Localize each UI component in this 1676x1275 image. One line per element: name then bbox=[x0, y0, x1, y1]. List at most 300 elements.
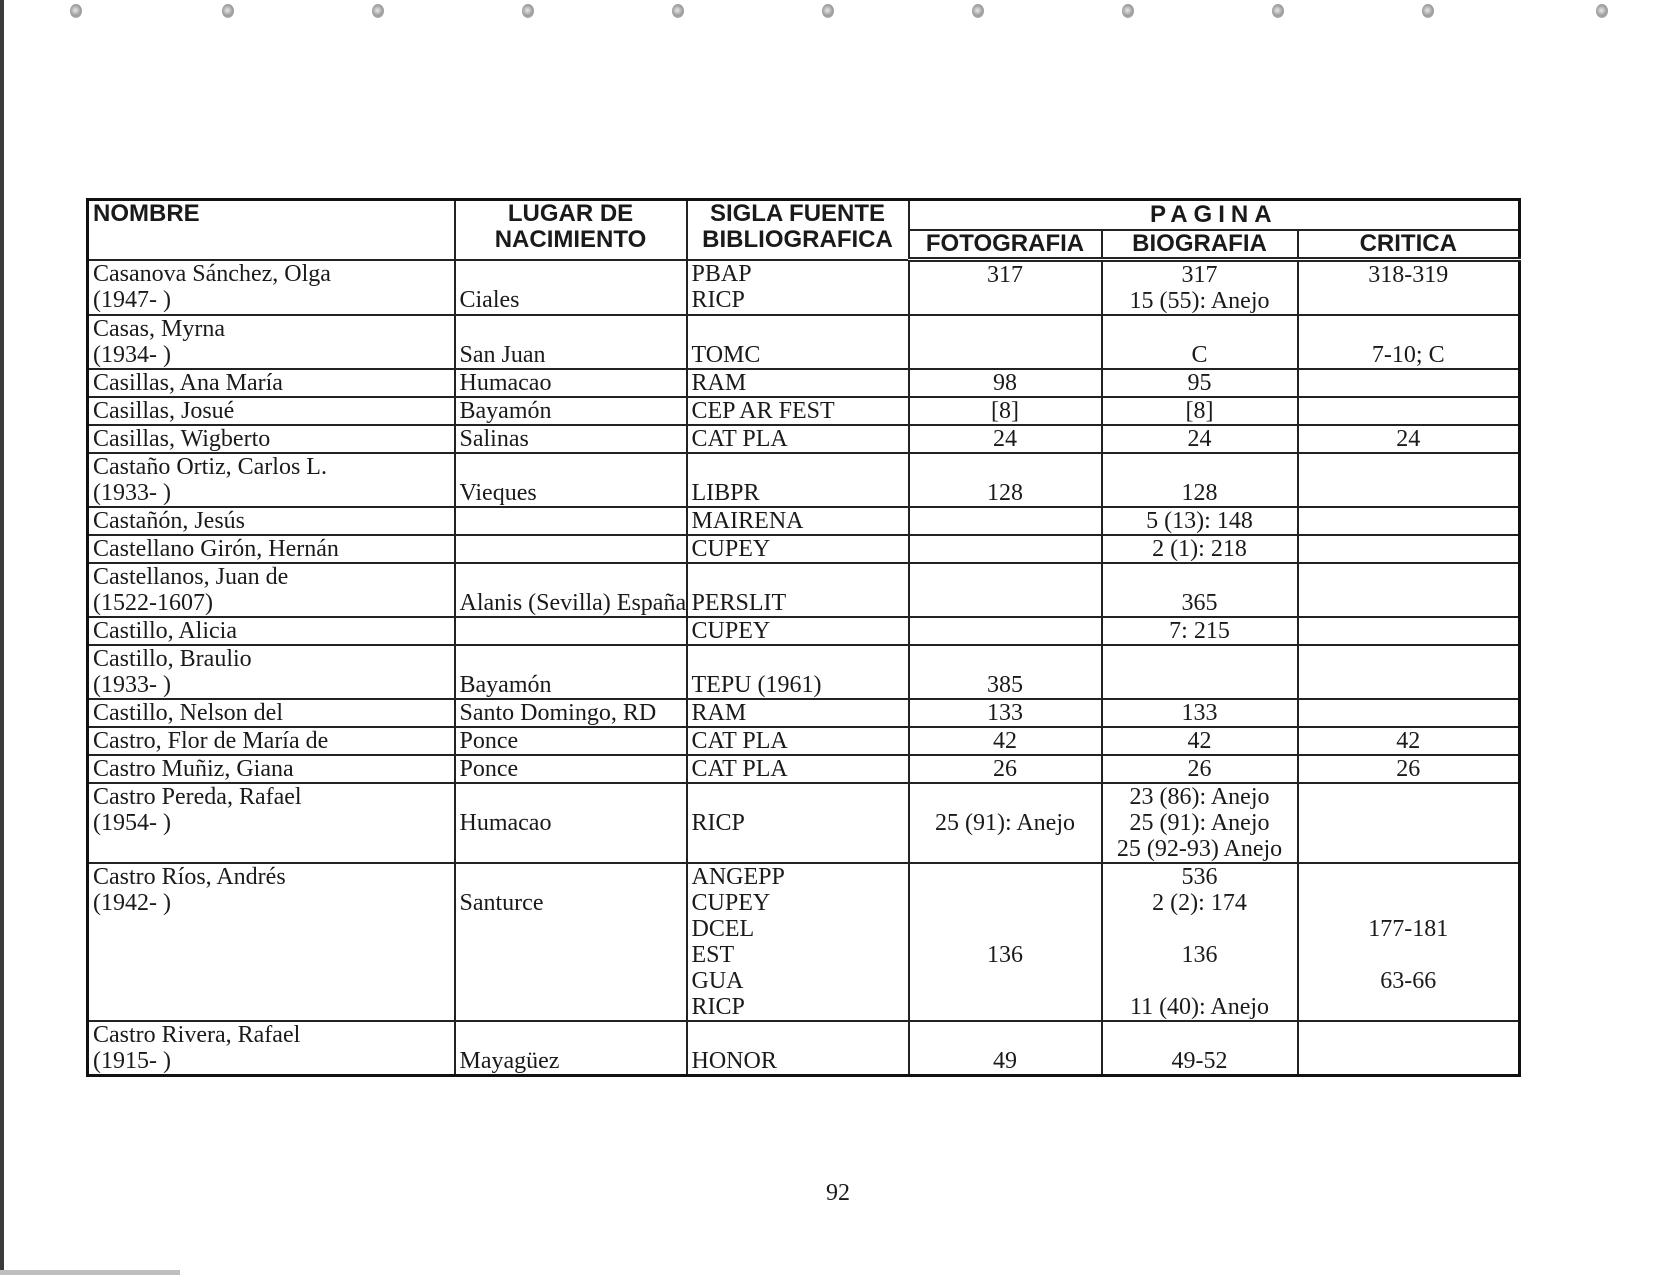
cell-line: 15 (55): Anejo bbox=[1129, 288, 1270, 314]
table-row bbox=[88, 617, 1520, 645]
cell-line: 25 (92-93) Anejo bbox=[1116, 836, 1283, 862]
cell-line: Casillas, Josué bbox=[93, 398, 235, 424]
cell-line: RAM bbox=[691, 370, 747, 396]
cell-fotografia bbox=[909, 699, 1102, 727]
cell-sigla bbox=[687, 507, 909, 535]
cell-line bbox=[692, 646, 904, 672]
cell-line: Vieques bbox=[459, 480, 537, 506]
cell-biografia bbox=[1102, 453, 1298, 507]
cell-line bbox=[460, 942, 682, 968]
cell-line bbox=[460, 1022, 682, 1048]
cell-fotografia bbox=[909, 315, 1102, 369]
cell-line bbox=[914, 916, 1097, 942]
cell-critica bbox=[1298, 369, 1520, 397]
cell-line: 2 (2): 174 bbox=[1152, 890, 1247, 916]
cell-fotografia bbox=[909, 425, 1102, 453]
binder-hole-icon bbox=[1596, 4, 1608, 18]
cell-line bbox=[914, 536, 1097, 562]
cell-line: (1947- ) bbox=[93, 286, 171, 313]
cell-line: Salinas bbox=[459, 426, 529, 452]
table-row bbox=[88, 535, 1520, 563]
cell-line bbox=[1303, 994, 1515, 1020]
cell-line bbox=[1107, 968, 1293, 994]
cell-line bbox=[1303, 454, 1515, 480]
cell-critica bbox=[1298, 425, 1520, 453]
cell-lugar bbox=[455, 645, 687, 699]
cell-line: Castaño Ortiz, Carlos L. bbox=[93, 454, 327, 480]
cell-line: Castro Pereda, Rafael bbox=[93, 784, 302, 810]
cell-biografia bbox=[1102, 645, 1298, 699]
cell-nombre bbox=[88, 645, 455, 699]
cell-line: 128 bbox=[1181, 480, 1218, 506]
cell-line: Santo Domingo, RD bbox=[459, 700, 657, 726]
cell-line bbox=[692, 784, 904, 810]
cell-fotografia bbox=[909, 453, 1102, 507]
cell-line: 25 (91): Anejo bbox=[935, 810, 1075, 836]
cell-lugar bbox=[455, 699, 687, 727]
cell-critica bbox=[1298, 315, 1520, 369]
cell-lugar bbox=[455, 727, 687, 755]
binder-hole-icon bbox=[972, 4, 984, 18]
cell-line bbox=[460, 916, 682, 942]
cell-nombre bbox=[88, 535, 455, 563]
cell-line bbox=[1303, 672, 1515, 698]
cell-biografia bbox=[1102, 425, 1298, 453]
cell-line bbox=[914, 590, 1097, 616]
cell-lugar bbox=[455, 315, 687, 369]
cell-line: RICP bbox=[691, 994, 745, 1020]
cell-line: Castillo, Alicia bbox=[93, 618, 237, 644]
cell-nombre bbox=[88, 1021, 455, 1076]
cell-line: CAT PLA bbox=[691, 756, 788, 782]
cell-line bbox=[914, 646, 1097, 672]
header-biografia: BIOGRAFIA bbox=[1102, 230, 1298, 260]
cell-line: PERSLIT bbox=[691, 590, 787, 616]
cell-line: 5 (13): 148 bbox=[1146, 508, 1253, 534]
cell-line bbox=[692, 454, 904, 480]
cell-line: RICP bbox=[691, 810, 745, 836]
cell-line: (1933- ) bbox=[93, 480, 171, 506]
cell-fotografia bbox=[909, 645, 1102, 699]
cell-biografia bbox=[1102, 535, 1298, 563]
cell-line: (1942- ) bbox=[93, 890, 171, 916]
cell-line bbox=[460, 864, 682, 890]
cell-sigla bbox=[687, 260, 909, 316]
cell-fotografia bbox=[909, 727, 1102, 755]
cell-line: 26 bbox=[1396, 756, 1421, 782]
binder-hole-icon bbox=[1422, 4, 1434, 18]
cell-line: 133 bbox=[1181, 700, 1218, 726]
cell-line: CAT PLA bbox=[691, 728, 788, 754]
cell-biografia bbox=[1102, 563, 1298, 617]
cell-line: Castro Muñiz, Giana bbox=[93, 756, 294, 782]
binder-hole-icon bbox=[672, 4, 684, 18]
cell-line: ANGEPP bbox=[691, 864, 785, 890]
cell-line bbox=[460, 618, 682, 644]
cell-critica bbox=[1298, 453, 1520, 507]
cell-line bbox=[914, 1022, 1097, 1048]
cell-lugar bbox=[455, 783, 687, 863]
cell-line: Castillo, Nelson del bbox=[93, 700, 283, 726]
table-row bbox=[88, 397, 1520, 425]
cell-line: TEPU (1961) bbox=[691, 672, 822, 698]
cell-line bbox=[1303, 370, 1515, 396]
cell-lugar bbox=[455, 617, 687, 645]
binder-hole-icon bbox=[522, 4, 534, 18]
cell-nombre bbox=[88, 755, 455, 783]
cell-line bbox=[1303, 890, 1515, 916]
cell-line: 385 bbox=[987, 672, 1023, 698]
cell-line: LIBPR bbox=[691, 480, 760, 506]
cell-biografia bbox=[1102, 369, 1298, 397]
cell-lugar bbox=[455, 369, 687, 397]
cell-line bbox=[914, 342, 1097, 368]
cell-line: Castro Ríos, Andrés bbox=[93, 864, 286, 890]
cell-line: (1954- ) bbox=[93, 810, 171, 836]
cell-line: [8] bbox=[991, 398, 1019, 424]
cell-line bbox=[914, 454, 1097, 480]
cell-line bbox=[1303, 590, 1515, 616]
cell-line bbox=[460, 454, 682, 480]
cell-line: (1934- ) bbox=[93, 342, 171, 368]
cell-sigla bbox=[687, 863, 909, 1021]
cell-nombre bbox=[88, 863, 455, 1021]
cell-nombre bbox=[88, 369, 455, 397]
cell-line bbox=[460, 836, 682, 862]
cell-line bbox=[1303, 536, 1515, 562]
cell-lugar bbox=[455, 863, 687, 1021]
cell-line: Castillo, Braulio bbox=[93, 646, 252, 672]
cell-fotografia bbox=[909, 507, 1102, 535]
cell-line: 49 bbox=[993, 1048, 1017, 1074]
cell-line: 98 bbox=[993, 370, 1017, 396]
cell-fotografia bbox=[909, 755, 1102, 783]
cell-line: Alanis (Sevilla) España bbox=[459, 590, 687, 616]
cell-nombre bbox=[88, 699, 455, 727]
cell-critica bbox=[1298, 507, 1520, 535]
cell-biografia bbox=[1102, 699, 1298, 727]
binder-hole-icon bbox=[372, 4, 384, 18]
cell-fotografia bbox=[909, 535, 1102, 563]
cell-nombre bbox=[88, 425, 455, 453]
cell-line: Castellanos, Juan de bbox=[93, 564, 289, 590]
table-body bbox=[88, 260, 1520, 1076]
table-row bbox=[88, 1021, 1520, 1076]
cell-line bbox=[1303, 836, 1515, 862]
cell-line bbox=[914, 316, 1097, 342]
table-row bbox=[88, 783, 1520, 863]
cell-nombre bbox=[88, 315, 455, 369]
cell-line: 49-52 bbox=[1171, 1048, 1228, 1074]
table-row bbox=[88, 425, 1520, 453]
cell-line bbox=[914, 618, 1097, 644]
cell-line bbox=[460, 536, 682, 562]
cell-line: RICP bbox=[691, 286, 745, 313]
cell-line bbox=[1107, 916, 1293, 942]
cell-fotografia bbox=[909, 369, 1102, 397]
cell-fotografia bbox=[909, 260, 1102, 316]
cell-nombre bbox=[88, 563, 455, 617]
cell-line bbox=[460, 316, 682, 342]
cell-lugar bbox=[455, 425, 687, 453]
cell-biografia bbox=[1102, 397, 1298, 425]
cell-line: 133 bbox=[987, 700, 1023, 726]
cell-biografia bbox=[1102, 1021, 1298, 1076]
cell-nombre bbox=[88, 397, 455, 425]
cell-sigla bbox=[687, 645, 909, 699]
cell-line: CEP AR FEST bbox=[691, 398, 835, 424]
table-row bbox=[88, 369, 1520, 397]
cell-line: HONOR bbox=[691, 1048, 777, 1074]
cell-line: 317 bbox=[1181, 262, 1218, 288]
cell-line: Castro, Flor de María de bbox=[93, 728, 329, 754]
cell-line: DCEL bbox=[691, 916, 755, 942]
cell-line: 2 (1): 218 bbox=[1152, 536, 1247, 562]
cell-line: San Juan bbox=[459, 342, 546, 368]
table-row bbox=[88, 699, 1520, 727]
cell-line bbox=[460, 784, 682, 810]
cell-line: Castro Rivera, Rafael bbox=[93, 1022, 301, 1048]
table-row bbox=[88, 727, 1520, 755]
cell-line: EST bbox=[691, 942, 735, 968]
cell-sigla bbox=[687, 617, 909, 645]
cell-line: 24 bbox=[1187, 426, 1212, 452]
cell-line bbox=[1303, 1022, 1515, 1048]
cell-line bbox=[914, 784, 1097, 810]
cell-fotografia bbox=[909, 563, 1102, 617]
table-row bbox=[88, 863, 1520, 1021]
cell-sigla bbox=[687, 699, 909, 727]
cell-biografia bbox=[1102, 783, 1298, 863]
page-edge bbox=[0, 0, 4, 1275]
cell-line: TOMC bbox=[691, 342, 761, 368]
page-edge-bottom bbox=[0, 1270, 180, 1275]
cell-line bbox=[1303, 398, 1515, 424]
cell-line bbox=[692, 1022, 904, 1048]
cell-line: 11 (40): Anejo bbox=[1129, 994, 1270, 1020]
cell-lugar bbox=[455, 535, 687, 563]
cell-line bbox=[1303, 508, 1515, 534]
cell-line bbox=[1107, 672, 1293, 698]
cell-line: 24 bbox=[1396, 426, 1421, 452]
cell-line: Casanova Sánchez, Olga bbox=[93, 260, 331, 287]
cell-line: Mayagüez bbox=[459, 1048, 560, 1074]
cell-line: Humacao bbox=[459, 810, 552, 836]
cell-line bbox=[460, 508, 682, 534]
cell-lugar bbox=[455, 507, 687, 535]
cell-line: 26 bbox=[993, 756, 1017, 782]
table-row bbox=[88, 755, 1520, 783]
cell-line bbox=[914, 890, 1097, 916]
cell-line: Casas, Myrna bbox=[93, 316, 225, 342]
cell-line: CUPEY bbox=[691, 890, 771, 916]
cell-line: 318-319 bbox=[1368, 262, 1449, 288]
cell-nombre bbox=[88, 617, 455, 645]
cell-line: CAT PLA bbox=[691, 426, 788, 452]
cell-line bbox=[460, 968, 682, 994]
cell-line bbox=[1107, 564, 1293, 590]
cell-line: PBAP bbox=[691, 260, 752, 287]
cell-line bbox=[692, 316, 904, 342]
table-row bbox=[88, 507, 1520, 535]
cell-line bbox=[692, 836, 904, 862]
cell-line: 42 bbox=[993, 728, 1017, 754]
binder-hole-icon bbox=[70, 4, 82, 18]
page-number: 92 bbox=[826, 1180, 850, 1206]
cell-line: Bayamón bbox=[459, 398, 552, 424]
cell-line bbox=[914, 836, 1097, 862]
cell-line: Ciales bbox=[459, 286, 520, 313]
cell-line: 177-181 bbox=[1368, 916, 1449, 942]
cell-critica bbox=[1298, 535, 1520, 563]
cell-line bbox=[1303, 288, 1515, 314]
cell-nombre bbox=[88, 727, 455, 755]
cell-biografia bbox=[1102, 863, 1298, 1021]
cell-line bbox=[914, 288, 1097, 314]
cell-line: Casillas, Wigberto bbox=[93, 426, 271, 452]
cell-line: Humacao bbox=[459, 370, 552, 396]
table-row bbox=[88, 315, 1520, 369]
cell-fotografia bbox=[909, 1021, 1102, 1076]
cell-line bbox=[1303, 564, 1515, 590]
cell-sigla bbox=[687, 397, 909, 425]
cell-line bbox=[93, 916, 450, 942]
cell-line bbox=[1303, 1048, 1515, 1074]
cell-line bbox=[1303, 810, 1515, 836]
cell-line: 42 bbox=[1187, 728, 1212, 754]
binder-holes bbox=[0, 4, 1676, 26]
cell-sigla bbox=[687, 425, 909, 453]
cell-line: (1933- ) bbox=[93, 672, 171, 698]
header-nombre: NOMBRE bbox=[88, 200, 455, 260]
cell-biografia bbox=[1102, 727, 1298, 755]
cell-line bbox=[1107, 1022, 1293, 1048]
cell-nombre bbox=[88, 453, 455, 507]
cell-line bbox=[460, 646, 682, 672]
cell-line bbox=[1107, 316, 1293, 342]
cell-line bbox=[1303, 618, 1515, 644]
cell-critica bbox=[1298, 645, 1520, 699]
cell-sigla bbox=[687, 369, 909, 397]
table-row bbox=[88, 645, 1520, 699]
cell-critica bbox=[1298, 699, 1520, 727]
cell-line bbox=[914, 994, 1097, 1020]
header-sigla: SIGLA FUENTE BIBLIOGRAFICA bbox=[687, 200, 909, 260]
cell-line: GUA bbox=[691, 968, 744, 994]
cell-lugar bbox=[455, 1021, 687, 1076]
cell-critica bbox=[1298, 397, 1520, 425]
cell-fotografia bbox=[909, 397, 1102, 425]
cell-line: 136 bbox=[1181, 942, 1218, 968]
cell-sigla bbox=[687, 783, 909, 863]
binder-hole-icon bbox=[222, 4, 234, 18]
cell-line bbox=[1303, 784, 1515, 810]
cell-line bbox=[692, 564, 904, 590]
cell-critica bbox=[1298, 755, 1520, 783]
cell-lugar bbox=[455, 397, 687, 425]
cell-sigla bbox=[687, 727, 909, 755]
cell-lugar bbox=[455, 755, 687, 783]
cell-line: MAIRENA bbox=[691, 508, 804, 534]
cell-sigla bbox=[687, 315, 909, 369]
table-row bbox=[88, 563, 1520, 617]
header-critica: CRITICA bbox=[1298, 230, 1520, 260]
cell-line: 365 bbox=[1181, 590, 1218, 616]
cell-critica bbox=[1298, 260, 1520, 316]
cell-sigla bbox=[687, 755, 909, 783]
cell-biografia bbox=[1102, 260, 1298, 316]
cell-line: Ponce bbox=[459, 728, 519, 754]
binder-hole-icon bbox=[822, 4, 834, 18]
cell-biografia bbox=[1102, 315, 1298, 369]
cell-line bbox=[1303, 864, 1515, 890]
cell-line: 95 bbox=[1187, 370, 1212, 396]
cell-biografia bbox=[1102, 617, 1298, 645]
cell-nombre bbox=[88, 783, 455, 863]
cell-fotografia bbox=[909, 863, 1102, 1021]
cell-sigla bbox=[687, 1021, 909, 1076]
cell-line: 26 bbox=[1187, 756, 1212, 782]
cell-line: C bbox=[1191, 342, 1208, 368]
cell-critica bbox=[1298, 1021, 1520, 1076]
header-fotografia: FOTOGRAFIA bbox=[909, 230, 1102, 260]
header-lugar: LUGAR DE NACIMIENTO bbox=[455, 200, 687, 260]
cell-critica bbox=[1298, 563, 1520, 617]
binder-hole-icon bbox=[1122, 4, 1134, 18]
cell-line: [8] bbox=[1185, 398, 1214, 424]
cell-critica bbox=[1298, 617, 1520, 645]
cell-line: 7: 215 bbox=[1169, 618, 1230, 644]
cell-lugar bbox=[455, 563, 687, 617]
cell-line: 317 bbox=[987, 262, 1023, 288]
cell-line bbox=[460, 994, 682, 1020]
cell-line: 136 bbox=[987, 942, 1023, 968]
cell-line: 7-10; C bbox=[1371, 342, 1445, 368]
table-row bbox=[88, 260, 1520, 316]
cell-line: CUPEY bbox=[691, 618, 771, 644]
cell-line bbox=[1303, 316, 1515, 342]
cell-line bbox=[914, 864, 1097, 890]
cell-fotografia bbox=[909, 617, 1102, 645]
cell-line bbox=[914, 564, 1097, 590]
cell-line: 63-66 bbox=[1380, 968, 1437, 994]
cell-line bbox=[93, 968, 450, 994]
cell-line: Santurce bbox=[459, 890, 544, 916]
cell-line bbox=[93, 942, 450, 968]
cell-line bbox=[1303, 942, 1515, 968]
cell-line bbox=[1303, 646, 1515, 672]
cell-line: 128 bbox=[987, 480, 1023, 506]
cell-line bbox=[460, 261, 682, 287]
cell-critica bbox=[1298, 783, 1520, 863]
cell-biografia bbox=[1102, 507, 1298, 535]
cell-line: 23 (86): Anejo bbox=[1129, 784, 1270, 810]
cell-lugar bbox=[455, 260, 687, 316]
cell-critica bbox=[1298, 863, 1520, 1021]
cell-line bbox=[1107, 646, 1293, 672]
cell-line: (1522-1607) bbox=[93, 590, 213, 616]
cell-line: CUPEY bbox=[691, 536, 771, 562]
cell-sigla bbox=[687, 563, 909, 617]
cell-nombre bbox=[88, 507, 455, 535]
cell-line: 24 bbox=[993, 426, 1017, 452]
cell-line: 536 bbox=[1181, 864, 1218, 890]
cell-line: Ponce bbox=[459, 756, 519, 782]
cell-line bbox=[93, 836, 450, 862]
cell-line: (1915- ) bbox=[93, 1048, 171, 1074]
cell-line: Castañón, Jesús bbox=[93, 508, 245, 534]
cell-fotografia bbox=[909, 783, 1102, 863]
